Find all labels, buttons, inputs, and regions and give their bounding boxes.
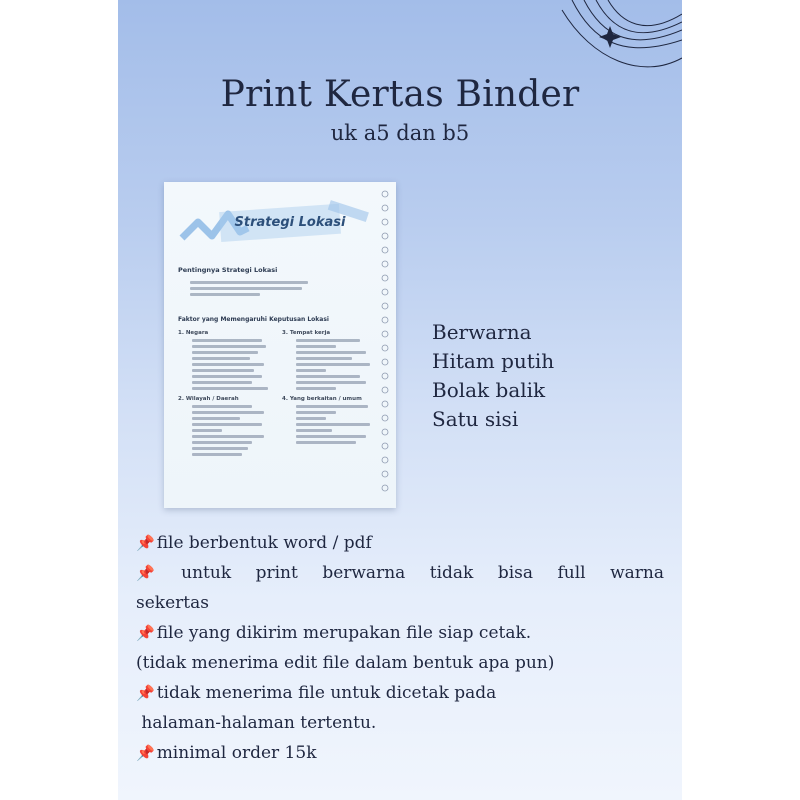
sheet-right-column <box>282 328 380 444</box>
note-item: 📌 untuk print berwarna tidak bisa full warna <box>136 558 664 588</box>
binder-sheet-preview <box>164 182 396 508</box>
note-continuation: halaman-halaman tertentu. <box>136 713 377 733</box>
option-item: Hitam putih <box>432 349 555 373</box>
sheet-item: 1. Negara <box>178 330 209 336</box>
print-options-list <box>432 318 554 434</box>
note-item: 📌 tidak menerima file untuk dicetak pada <box>136 683 497 703</box>
promo-poster <box>118 0 682 800</box>
note-item: 📌 minimal order 15k <box>136 743 317 763</box>
binder-holes <box>380 186 390 504</box>
note-item: 📌 file berbentuk word / pdf <box>136 533 372 553</box>
sheet-left-column <box>178 328 276 456</box>
sheet-section-title: Pentingnya Strategi Lokasi <box>178 266 278 274</box>
pushpin-icon: 📌 <box>136 744 155 762</box>
sheet-factors-title: Faktor yang Memengaruhi Keputusan Lokasi <box>178 316 329 323</box>
option-item: Berwarna <box>432 320 532 344</box>
sheet-item: 3. Tempat kerja <box>282 330 331 336</box>
pushpin-icon: 📌 <box>136 534 155 552</box>
poster-subtitle: uk a5 dan b5 <box>330 121 470 145</box>
terms-list <box>136 528 666 768</box>
sheet-heading: Strategi Lokasi <box>234 215 346 230</box>
option-item: Satu sisi <box>432 407 519 431</box>
poster-title: Print Kertas Binder <box>220 74 580 115</box>
sheet-item: 2. Wilayah / Daerah <box>178 396 239 402</box>
option-item: Bolak balik <box>432 378 546 402</box>
pushpin-icon: 📌 <box>136 624 155 642</box>
note-item: 📌 file yang dikirim merupakan file siap cetak. <box>136 623 532 643</box>
pushpin-icon: 📌 <box>136 564 155 582</box>
note-continuation: sekertas <box>136 593 209 613</box>
sheet-paragraph <box>190 278 310 296</box>
sheet-item: 4. Yang berkaitan / umum <box>282 396 362 402</box>
note-continuation: (tidak menerima edit file dalam bentuk apa pun) <box>136 653 555 673</box>
pushpin-icon: 📌 <box>136 684 155 702</box>
